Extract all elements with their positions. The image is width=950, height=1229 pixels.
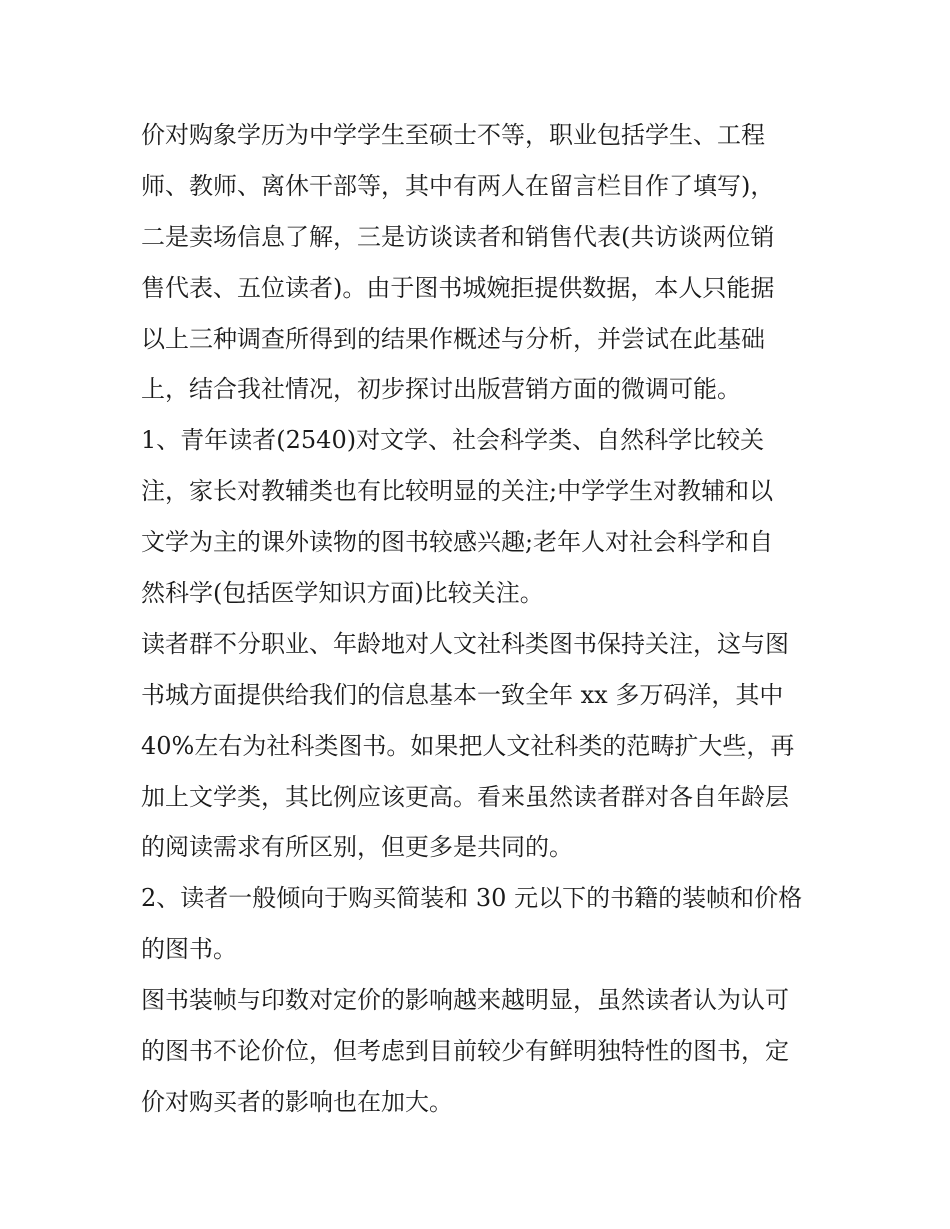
text-line: 上，结合我社情况，初步探讨出版营销方面的微调可能。: [141, 375, 741, 404]
text-line: 价对购象学历为中学学生至硕士不等，职业包括学生、工程: [141, 121, 765, 149]
text-line: 加上文学类，其比例应该更高。看来虽然读者群对各自年龄层: [141, 782, 789, 811]
text-line: 读者群不分职业、年龄地对人文社科类图书保持关注，这与图: [141, 629, 789, 658]
text-line: 师、教师、离休干部等，其中有两人在留言栏目作了填写)，: [141, 171, 775, 200]
text-line: 2、读者一般倾向于购买简装和 30 元以下的书籍的装帧和价格: [141, 884, 803, 913]
text-line: 文学为主的课外读物的图书较感兴趣;老年人对社会科学和自: [141, 528, 774, 557]
text-line: 价对购买者的影响也在加大。: [141, 1087, 453, 1116]
text-line: 书城方面提供给我们的信息基本一致全年 xx 多万码洋，其中: [141, 680, 784, 709]
text-line: 的图书。: [141, 935, 237, 964]
text-line: 二是卖场信息了解，三是访谈读者和销售代表(共访谈两位销: [141, 222, 775, 251]
text-line: 然科学(包括医学知识方面)比较关注。: [141, 579, 544, 608]
text-line: 以上三种调查所得到的结果作概述与分析，并尝试在此基础: [141, 324, 765, 353]
text-line: 图书装帧与印数对定价的影响越来越明显，虽然读者认为认可: [141, 986, 789, 1015]
document-body: [141, 110, 821, 1128]
text-line: 1、青年读者(2540)对文学、社会科学类、自然科学比较关: [141, 426, 765, 455]
text-line: 售代表、五位读者)。由于图书城婉拒提供数据，本人只能据: [141, 273, 775, 302]
text-line: 注，家长对教辅类也有比较明显的关注;中学学生对教辅和以: [141, 477, 774, 506]
text-line: 的阅读需求有所区别，但更多是共同的。: [141, 833, 573, 862]
text-line: 40%左右为社科类图书。如果把人文社科类的范畴扩大些，再: [141, 731, 795, 760]
text-line: 的图书不论价位，但考虑到目前较少有鲜明独特性的图书，定: [141, 1037, 789, 1066]
